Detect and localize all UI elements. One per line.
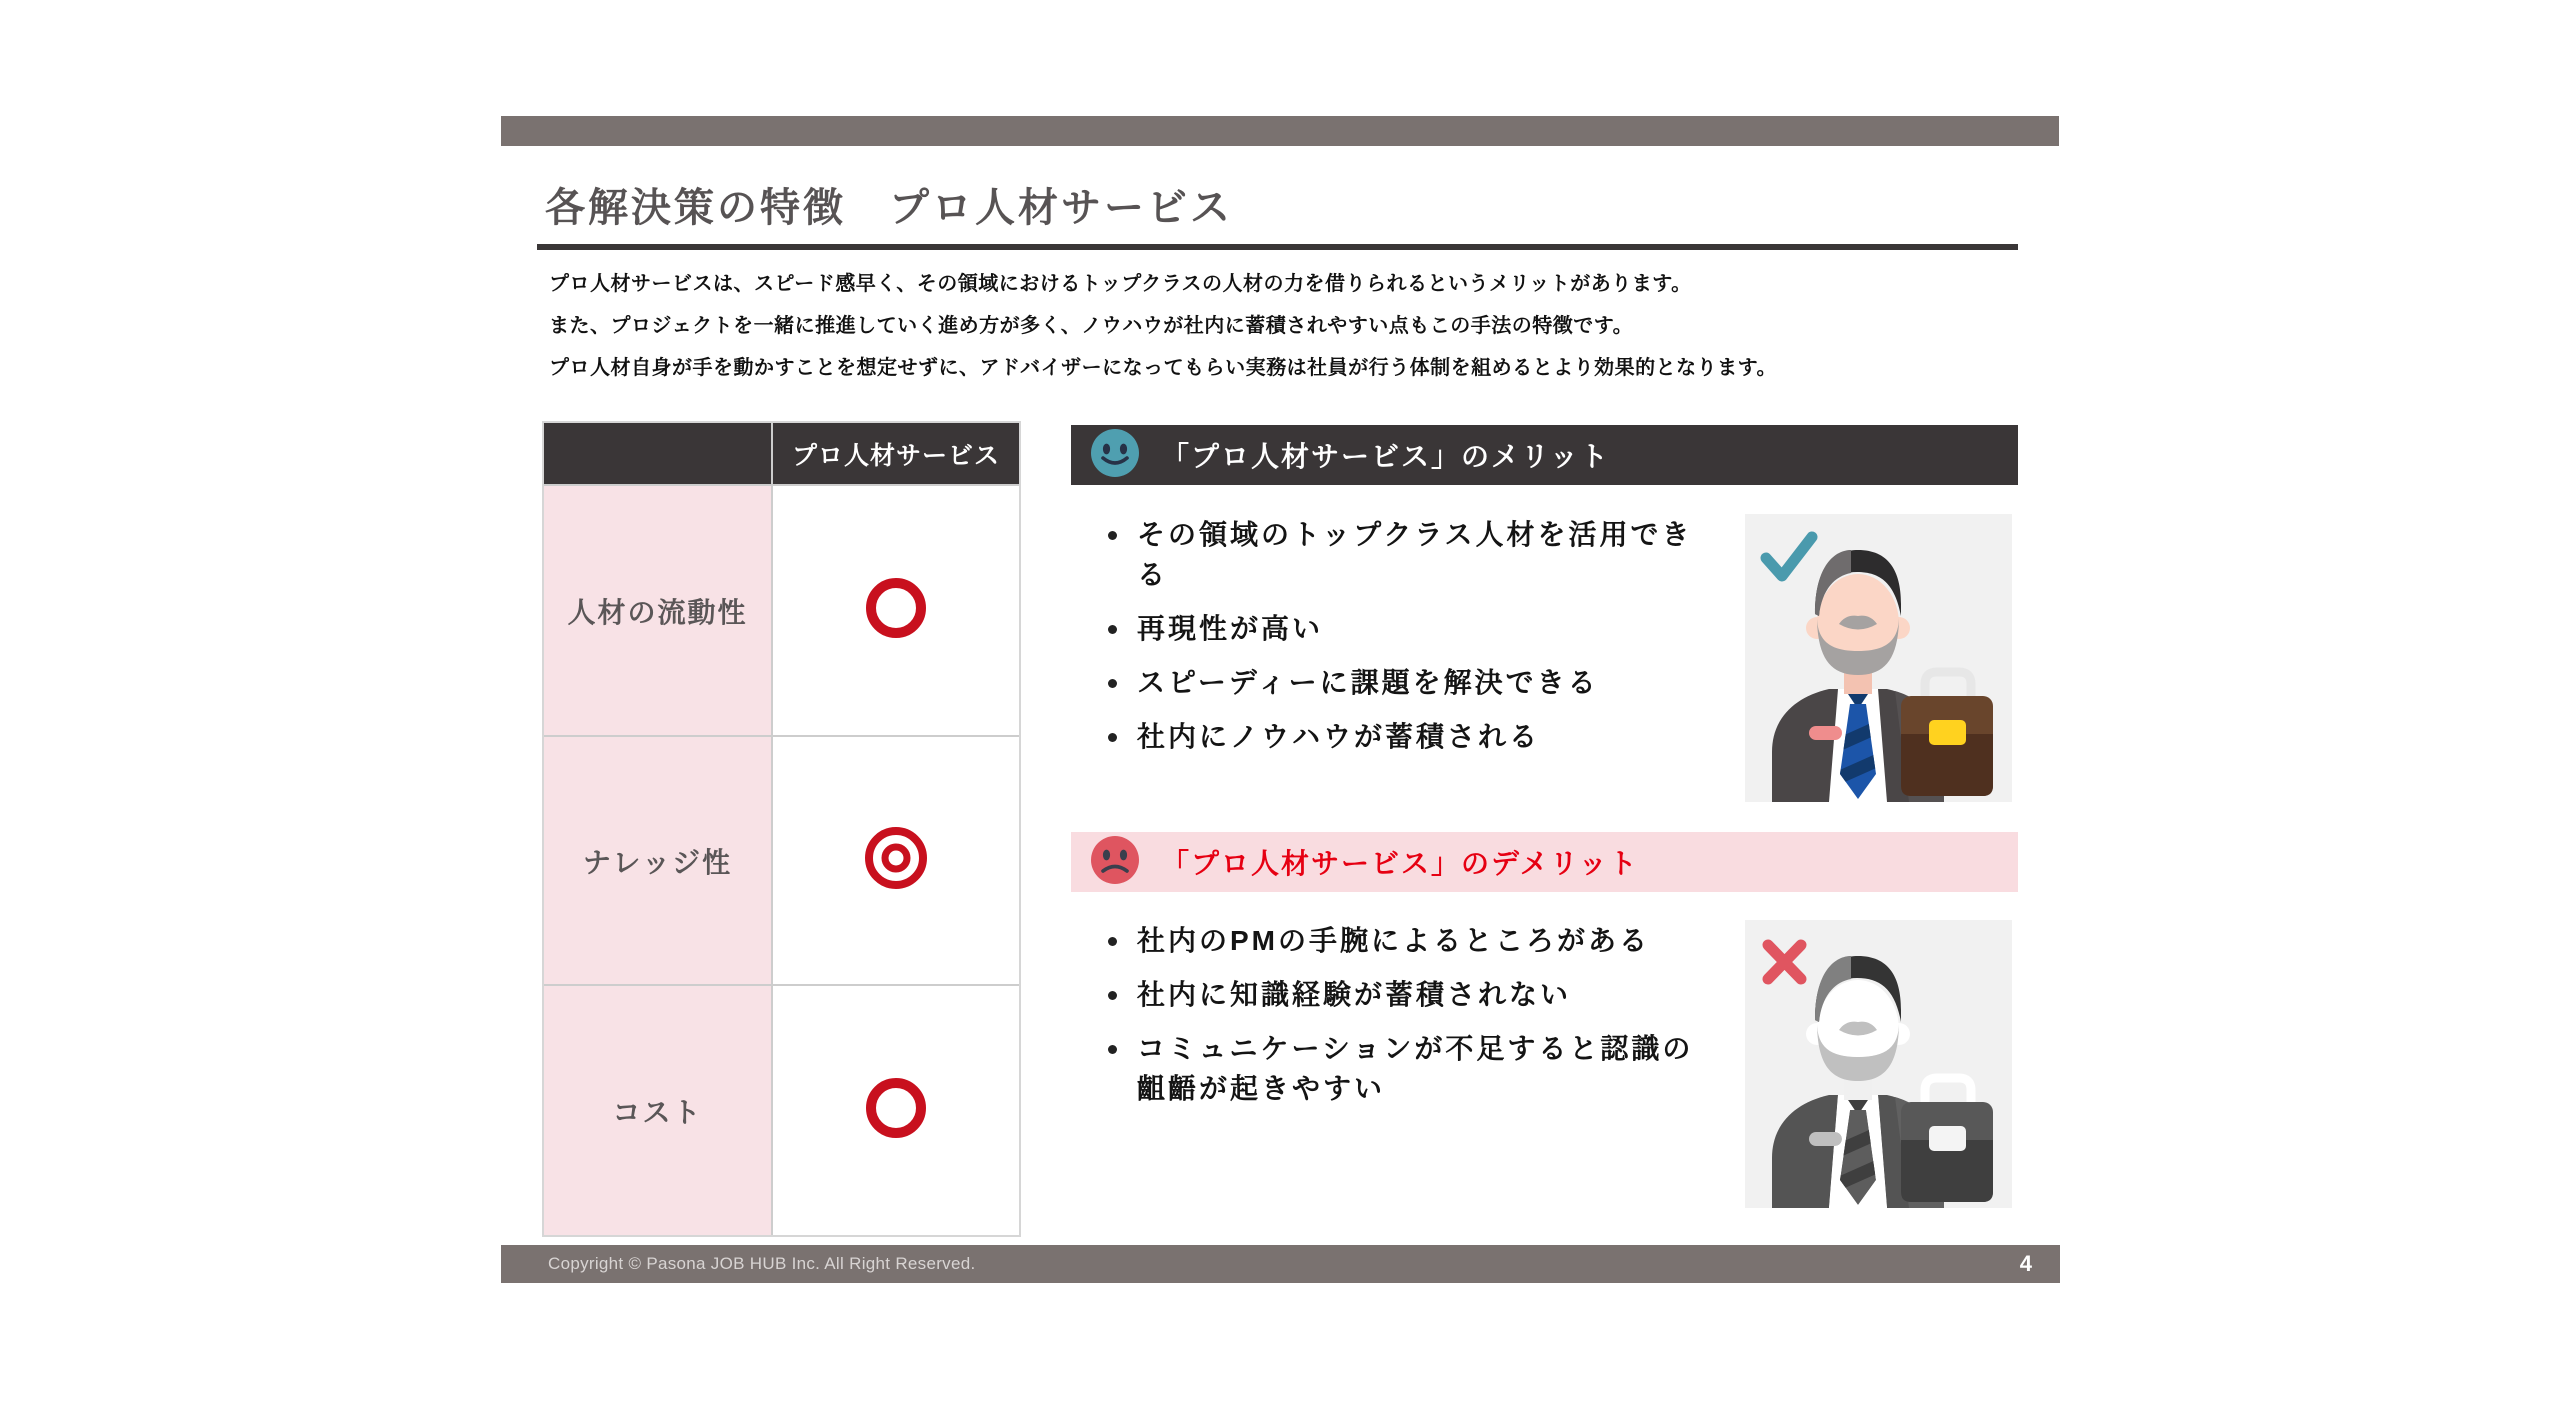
table-rating-cell	[773, 986, 1019, 1235]
bullet-dot-icon	[1108, 733, 1117, 742]
sad-face-icon	[1091, 836, 1139, 889]
description-line: また、プロジェクトを一緒に推進していく進め方が多く、ノウハウが社内に蓄積されやすい点もこの手法の特徴です。	[549, 315, 1634, 337]
cross-icon	[1760, 936, 1810, 988]
bullet-item: 社内にノウハウが蓄積される	[1102, 710, 1712, 764]
bullet-dot-icon	[1108, 531, 1117, 540]
bullet-item: 社内に知識経験が蓄積されない	[1102, 968, 1712, 1022]
table-row-label: コスト	[544, 986, 771, 1235]
table-row-label: 人材の流動性	[544, 486, 771, 735]
checkmark-icon	[1760, 530, 1818, 584]
bullet-item: 再現性が高い	[1102, 602, 1712, 656]
demerit-illustration	[1745, 920, 2012, 1208]
description-paragraph	[549, 263, 2029, 389]
copyright-text: Copyright © Pasona JOB HUB Inc. All Right Reserved.	[548, 1254, 976, 1273]
merit-heading: 「プロ人材サービス」のメリット	[1161, 441, 1610, 472]
bullet-item: スピーディーに課題を解決できる	[1102, 656, 1712, 710]
bullet-dot-icon	[1108, 1045, 1117, 1054]
description-line: プロ人材自身が手を動かすことを想定せずに、アドバイザーになってもらい実務は社員が行う体制を組めるとより効果的となります。	[549, 357, 1777, 379]
smiley-face-icon	[1091, 429, 1139, 482]
bullet-item: 社内のPMの手腕によるところがある	[1102, 914, 1712, 968]
circle-symbol-icon	[861, 573, 931, 648]
demerit-bullet-list	[1102, 914, 1712, 1116]
demerit-section-header	[1071, 832, 2018, 892]
bullet-item: その領域のトップクラス人材を活用できる	[1102, 508, 1712, 602]
bullet-dot-icon	[1108, 991, 1117, 1000]
bullet-dot-icon	[1108, 679, 1117, 688]
description-line: プロ人材サービスは、スピード感早く、その領域におけるトップクラスの人材の力を借りられるというメリットがあります。	[549, 273, 1692, 295]
merit-illustration	[1745, 514, 2012, 802]
top-accent-bar	[501, 116, 2059, 146]
page-title: 各解決策の特徴 プロ人材サービス	[545, 186, 1233, 230]
page-number: 4	[2019, 1251, 2032, 1276]
bullet-dot-icon	[1108, 937, 1117, 946]
double-circle-symbol-icon	[861, 823, 931, 898]
table-rating-cell	[773, 486, 1019, 735]
table-rating-cell	[773, 737, 1019, 984]
table-column-header: プロ人材サービス	[773, 423, 1019, 484]
merit-section-header	[1071, 425, 2018, 485]
comparison-table	[542, 421, 1021, 1237]
bullet-dot-icon	[1108, 625, 1117, 634]
table-corner-cell	[544, 423, 771, 484]
demerit-heading: 「プロ人材サービス」のデメリット	[1161, 848, 1639, 879]
bullet-item: コミュニケーションが不足すると認識の齟齬が起きやすい	[1102, 1022, 1712, 1116]
title-underline	[537, 244, 2018, 250]
circle-symbol-icon	[861, 1073, 931, 1148]
merit-bullet-list	[1102, 508, 1712, 764]
footer-bar	[501, 1245, 2060, 1283]
table-row-label: ナレッジ性	[544, 737, 771, 984]
